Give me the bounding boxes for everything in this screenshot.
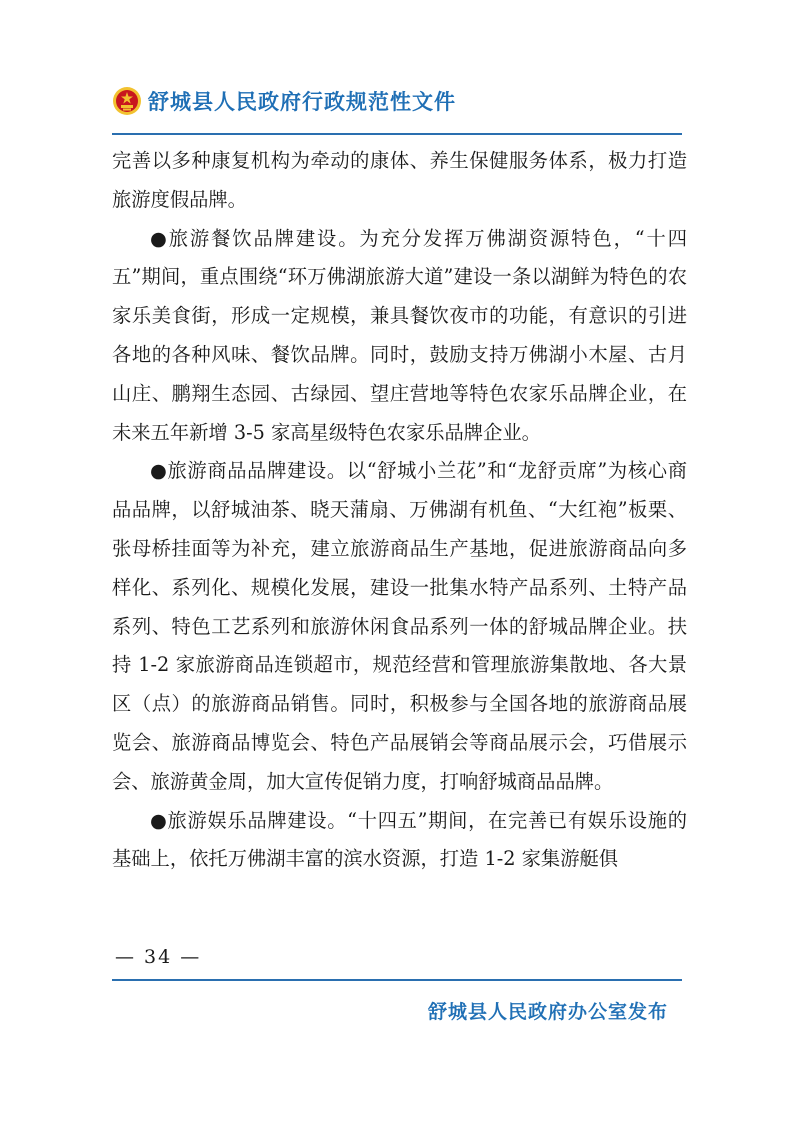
bullet-icon: ● [150, 459, 168, 483]
paragraph-goods-brand [112, 452, 687, 801]
document-body [112, 142, 687, 879]
publisher-label: 舒城县人民政府办公室发布 [427, 1001, 668, 1023]
paragraph-continuation: 完善以多种康复机构为牵动的康体、养生保健服务体系，极力打造旅游度假品牌。 [112, 149, 687, 211]
national-emblem-icon [112, 86, 142, 116]
footer-divider [112, 979, 682, 981]
page-number: — 34 — [115, 946, 202, 968]
bullet-icon: ● [150, 226, 169, 250]
paragraph-entertainment-text: 旅游娱乐品牌建设。“十四五”期间，在完善已有娱乐设施的基础上，依托万佛湖丰富的滨水资源，打造 1-2 家集游艇俱 [112, 808, 687, 871]
header-divider [112, 133, 682, 135]
paragraph-entertainment-brand [112, 802, 687, 880]
paragraph-dining-text: 旅游餐饮品牌建设。为充分发挥万佛湖资源特色，“十四五”期间，重点围绕“环万佛湖旅游大道”建设一条以湖鲜为特色的农家乐美食街，形成一定规模，兼具餐饮夜市的功能，有意识的引进各地的各种风味、餐饮品牌。同时，鼓励支持万佛湖小木屋、古月山庄、鹏翔生态园、古绿园、望庄营地等特色农家乐品牌企业，在未来五年新增 3-5 家高星级特色农家乐品牌企业。 [112, 226, 687, 444]
bullet-icon: ● [150, 808, 168, 832]
paragraph-dining-brand [112, 220, 687, 453]
paragraph-goods-text: 旅游商品品牌建设。以“舒城小兰花”和“龙舒贡席”为核心商品品牌，以舒城油茶、晓天蒲扇、万佛湖有机鱼、“大红袍”板栗、张母桥挂面等为补充，建立旅游商品生产基地，促进旅游商品向多样化、系列化、规模化发展，建设一批集水特产品系列、土特产品系列、特色工艺系列和旅游休闲食品系列一体的舒城品牌企业。扶持 1-2 家旅游商品连锁超市，规范经营和管理旅游集散地、各大景区（点）的旅游商品销售。同时，积极参与全国各地的旅游商品展览会、旅游商品博览会、特色产品展销会等商品展示会，巧借展示会、旅游黄金周，加大宣传促销力度，打响舒城商品品牌。 [112, 459, 687, 793]
document-series-title: 舒城县人民政府行政规范性文件 [148, 90, 456, 114]
document-header [112, 86, 456, 116]
